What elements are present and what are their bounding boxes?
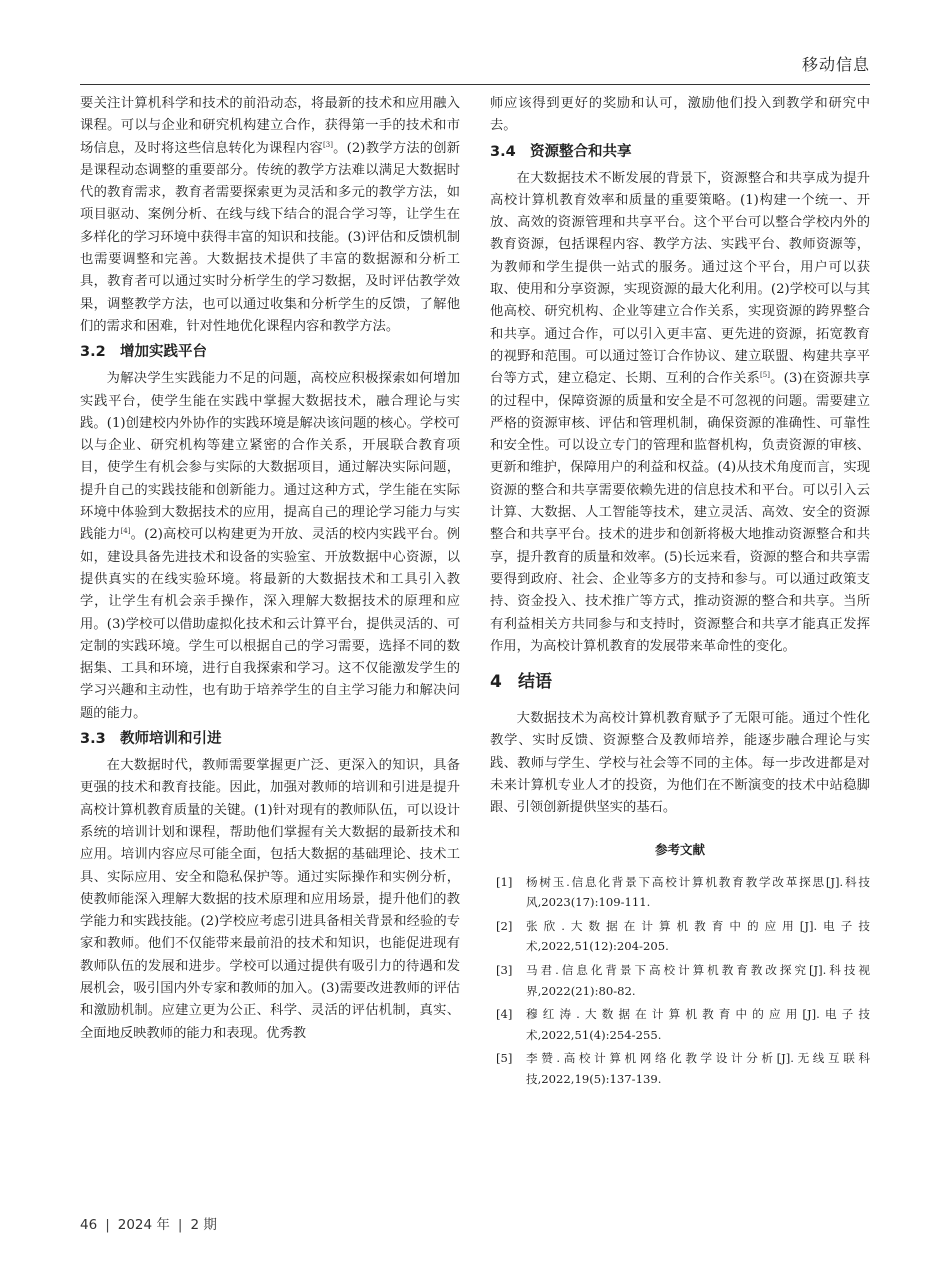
- section-heading-3-2: 3.2 增加实践平台: [80, 344, 207, 361]
- paragraph: 在大数据时代，教师需要掌握更广泛、更深入的知识，具备更强的技术和教育技能。因此，加强对教师的培训和引进是提升高校计算机教育质量的关键。(1)针对现有的教师队伍，可以设计系统的培训计划和课程，帮助他们掌握有关大数据的最新技术和应用。培训内容应尽可能全面，包括大数据的基础理论、技术工具、实际应用、安全和隐私保护等。通过实际操作和实例分析，使教师能深入理解大数据的技术原理和应用场景，提升他们的教学能力和实践技能。(2)学校应考虑引进具备相关背景和经验的专家和教师。他们不仅能带来最前沿的技术和知识，也能促进现有教师队伍的发展和进步。学校可以通过提供有吸引力的待遇和发展机会，吸引国内外专家和教师的加入。(3)需要改进教师的评估和激励机制。应建立更为公正、科学、灵活的评估机制，真实、全面地反映教师的能力和表现。优秀教: [80, 758, 460, 1041]
- right-column: [490, 93, 870, 1093]
- reference-item: [1] 杨树玉.信息化背景下高校计算机教育教学改革探思[J].科技风,2023(17):109-111.: [496, 874, 870, 910]
- reference-item: [2] 张欣.大数据在计算机教育中的应用[J].电子技术,2022,51(12):204-205.: [496, 918, 870, 954]
- references-title: 参考文献: [654, 841, 705, 857]
- citation-ref: [5]: [760, 371, 770, 380]
- citation-ref: [4]: [120, 527, 131, 536]
- section-heading-3-4: 3.4 资源整合和共享: [490, 143, 632, 160]
- section-heading-3-3: 3.3 教师培训和引进: [80, 731, 222, 748]
- issue-year: 2024 年: [117, 1217, 170, 1233]
- citation-ref: [3]: [323, 140, 333, 149]
- paragraph: 师应该得到更好的奖励和认可，激励他们投入到教学和研究中去。: [490, 96, 870, 134]
- paragraph: 为解决学生实践能力不足的问题，高校应积极探索如何增加实践平台，使学生能在实践中掌握大数据技术，融合理论与实践。(1)创建校内外协作的实践环境是解决该问题的核心。学校可以与企业、研究机构等建立紧密的合作关系，开展联合教育项目，使学生有机会参与实际的大数据项目，通过解决实际问题，提升自己的实践技能和创新能力。通过这种方式，学生能在实际环境中体验到大数据技术的应用，提高自己的理论学习能力与实践能力[4]。(2)高校可以构建更为开放、灵活的校内实践平台。例如，建设具备先进技术和设备的实验室、开放数据中心资源，以提供真实的在线实验环境。将最新的大数据技术和工具引入教学，让学生有机会亲手操作，深入理解大数据技术的原理和应用。(3)学校可以借助虚拟化技术和云计算平台，提供灵活的、可定制的实践环境。学生可以根据自己的学习需要，选择不同的数据集、工具和环境，进行自我探索和学习。这不仅能激发学生的学习兴趣和主动性，也有助于培养学生的自主学习能力和解决问题的能力。: [80, 371, 461, 721]
- footer-separator: |: [177, 1217, 183, 1233]
- journal-title: 移动信息: [801, 55, 870, 74]
- left-column: [80, 93, 460, 1045]
- reference-item: [3] 马君.信息化背景下高校计算机教育教改探究[J].科技视界,2022(21):80-82.: [496, 962, 870, 998]
- paragraph: 要关注计算机科学和技术的前沿动态，将最新的技术和应用融入课程。可以与企业和研究机构建立合作，获得第一手的技术和市场信息，及时将这些信息转化为课程内容[3]。(2)教学方法的创新是课程动态调整的重要部分。传统的教学方法难以满足大数据时代的教育需求，教育者需要探索更为灵活和多元的教学方法，如项目驱动、案例分析、在线与线下结合的混合学习等，让学生在多样化的学习环境中获得丰富的知识和技能。(3)评估和反馈机制也需要调整和完善。大数据技术提供了丰富的数据源和分析工具，教育者可以通过实时分析学生的学习数据，及时评估教学效果，调整教学方法，也可以通过收集和分析学生的反馈，了解他们的需求和困难，针对性地优化课程内容和教学方法。: [80, 96, 461, 334]
- reference-item: [4] 穆红涛.大数据在计算机教育中的应用[J].电子技术,2022,51(4):254-255.: [496, 1007, 870, 1042]
- references-list: [490, 872, 870, 1090]
- reference-item: [5] 李赞.高校计算机网络化教学设计分析[J].无线互联科技,2022,19(5):137-139.: [496, 1051, 870, 1086]
- paragraph: 在大数据技术不断发展的背景下，资源整合和共享成为提升高校计算机教育效率和质量的重要策略。(1)构建一个统一、开放、高效的资源管理和共享平台。这个平台可以整合学校内外的教育资源，包括课程内容、教学方法、实践平台、教师资源等，为教师和学生提供一站式的服务。通过这个平台，用户可以获取、使用和分享资源，实现资源的最大化利用。(2)学校可以与其他高校、研究机构、企业等建立合作关系，实现资源的跨界整合和共享。通过合作，可以引入更丰富、更先进的资源，拓宽教育的视野和范围。可以通过签订合作协议、建立联盟、构建共享平台等方式，建立稳定、长期、互利的合作关系[5]。(3)在资源共享的过程中，保障资源的质量和安全是不可忽视的问题。需要建立严格的资源审核、评估和管理机制，确保资源的准确性、可靠性和安全性。可以设立专门的管理和监督机构，负责资源的审核、更新和维护，保障用户的利益和权益。(4)从技术角度而言，实现资源的整合和共享需要依赖先进的信息技术和平台。可以引入云计算、大数据、人工智能等技术，建立灵活、高效、安全的资源整合和共享平台。技术的进步和创新将极大地推动资源整合和共享，提升教育的质量和效率。(5)长远来看，资源的整合和共享需要得到政府、社会、企业等多方的支持和参与。可以通过政策支持、资金投入、技术推广等方式，推动资源的整合和共享。当所有利益相关方共同参与和支持时，资源整合和共享才能真正发挥作用，为高校计算机教育的发展带来革命性的变化。: [490, 170, 870, 654]
- header-divider: [80, 84, 870, 85]
- section-heading-4: 4 结语: [490, 672, 552, 693]
- page-number: 46: [80, 1217, 98, 1233]
- page-footer: [80, 1213, 217, 1233]
- issue-number: 2 期: [190, 1217, 217, 1233]
- paragraph: 大数据技术为高校计算机教育赋予了无限可能。通过个性化教学、实时反馈、资源整合及教师培养，能逐步融合理论与实践、教师与学生、学校与社会等不同的主体。每一步改进都是对未来计算机专业人才的投资，为他们在不断演变的技术中站稳脚跟、引领创新提供坚实的基石。: [490, 711, 870, 816]
- footer-separator: |: [105, 1217, 110, 1233]
